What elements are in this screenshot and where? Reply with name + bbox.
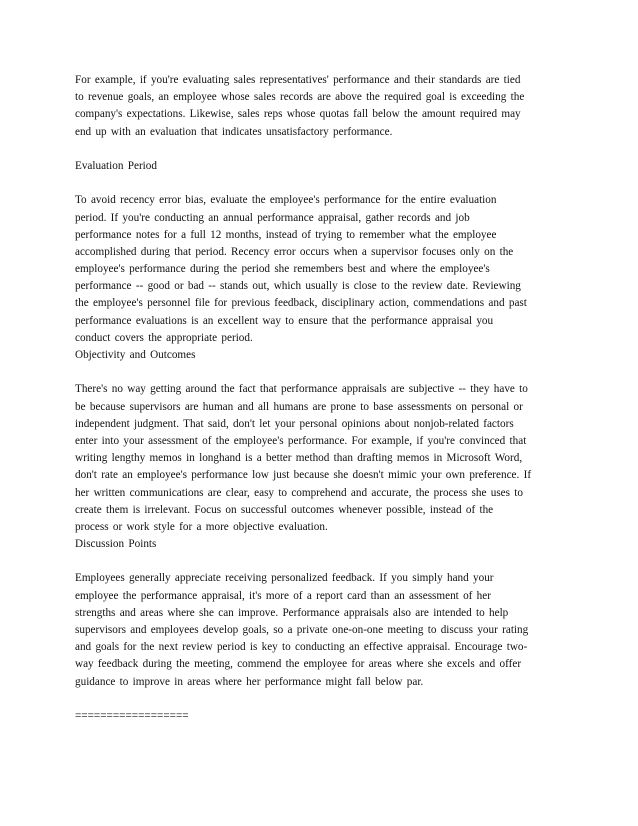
text-line: Employees generally appreciate receiving personalized feedback. If you simply hand your — [75, 572, 494, 585]
text-line: create them is irrelevant. Focus on successful outcomes whenever possible, instead of the — [75, 503, 494, 516]
text-line: accomplished during that period. Recency error occurs when a supervisor focuses only on the — [75, 245, 514, 258]
text-line: To avoid recency error bias, evaluate the employee's performance for the entire evaluation — [75, 194, 497, 207]
document-page — [75, 72, 571, 725]
text-line: performance evaluations is an excellent way to ensure that the performance appraisal you — [75, 314, 494, 327]
spacer — [75, 553, 571, 570]
spacer — [75, 141, 571, 158]
text-line: performance notes for a full 12 months, instead of trying to remember what the employee — [75, 228, 497, 241]
section-heading-discussion: Discussion Points — [75, 538, 157, 551]
evaluation-period-paragraph — [75, 192, 571, 347]
text-line: enter into your assessment of the employee's performance. For example, if you're convinced that — [75, 434, 527, 447]
separator-line: ================== — [75, 709, 189, 722]
intro-paragraph — [75, 72, 571, 141]
section-heading-evaluation-period: Evaluation Period — [75, 159, 157, 172]
text-line: There's no way getting around the fact that performance appraisals are subjective -- they have to — [75, 383, 528, 396]
text-line: guidance to improve in areas where her performance might fall below par. — [75, 675, 424, 688]
text-line: conduct covers the appropriate period. — [75, 331, 253, 344]
discussion-paragraph — [75, 570, 571, 690]
text-line: For example, if you're evaluating sales representatives' performance and their standards are tied — [75, 74, 521, 86]
text-line: end up with an evaluation that indicates unsatisfactory performance. — [75, 125, 393, 138]
text-line: employee the performance appraisal, it's more of a report card than an assessment of her — [75, 589, 491, 602]
text-line: and goals for the next review period is key to conducting an effective appraisal. Encourage two- — [75, 641, 528, 654]
text-line: her written communications are clear, easy to comprehend and accurate, the process she uses to — [75, 486, 523, 499]
text-line: company's expectations. Likewise, sales reps whose quotas fall below the amount required may — [75, 108, 521, 121]
text-line: performance -- good or bad -- stands out, which usually is close to the review date. Reviewing — [75, 280, 521, 293]
spacer — [75, 364, 571, 381]
spacer — [75, 175, 571, 192]
text-line: employee's performance during the period she remembers best and where the employee's — [75, 263, 490, 276]
text-line: strengths and areas where she can improve. Performance appraisals also are intended to help — [75, 606, 509, 619]
objectivity-paragraph — [75, 381, 571, 536]
section-heading-objectivity: Objectivity and Outcomes — [75, 349, 196, 361]
text-line: supervisors and employees develop goals, so a private one-on-one meeting to discuss your rating — [75, 624, 529, 636]
text-line: the employee's personnel file for previous feedback, disciplinary action, commendations and past — [75, 297, 527, 310]
text-line: writing lengthy memos in longhand is a better method than drafting memos in Microsoft Word, — [75, 452, 523, 465]
spacer — [75, 691, 571, 708]
text-line: don't rate an employee's performance low just because she doesn't mimic your own preference. If — [75, 469, 532, 482]
text-line: process or work style for a more objective evaluation. — [75, 520, 328, 533]
text-line: be because supervisors are human and all humans are prone to base assessments on personal or — [75, 400, 523, 413]
text-line: way feedback during the meeting, commend the employee for areas where she excels and offer — [75, 658, 522, 671]
text-line: period. If you're conducting an annual performance appraisal, gather records and job — [75, 211, 470, 224]
text-line: to revenue goals, an employee whose sales records are above the required goal is exceeding the — [75, 91, 525, 104]
text-line: independent judgment. That said, don't let your personal opinions about nonjob-related factors — [75, 417, 514, 430]
